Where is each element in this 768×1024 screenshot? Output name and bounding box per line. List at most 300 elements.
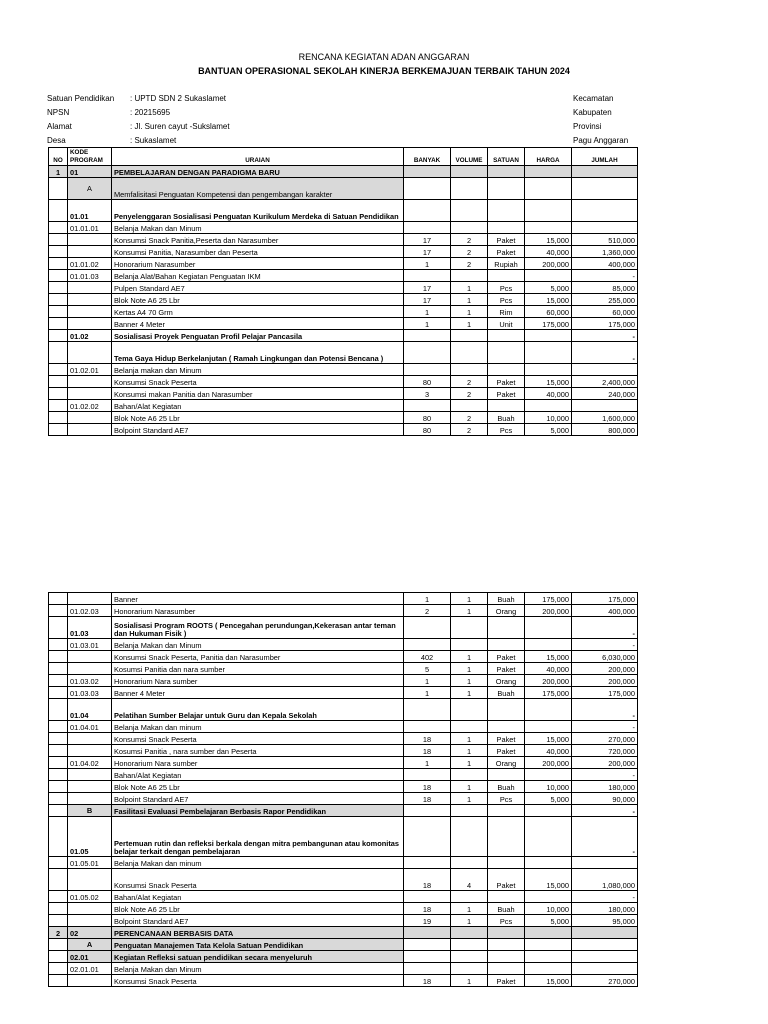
harga-cell — [525, 617, 572, 639]
satuan-cell: Buah — [488, 412, 525, 424]
no-cell — [49, 733, 68, 745]
uraian-cell: Pertemuan rutin dan refleksi berkala dengan mitra pembangunan atau komonitas belajar terkait dengan pembelajaran — [112, 817, 404, 857]
volume-cell — [451, 342, 488, 364]
banyak-cell — [404, 330, 451, 342]
banyak-cell: 18 — [404, 793, 451, 805]
volume-cell — [451, 200, 488, 222]
kode-cell — [68, 745, 112, 757]
no-cell — [49, 721, 68, 733]
jumlah-cell: - — [572, 769, 638, 781]
satuan-cell: Unit — [488, 318, 525, 330]
kode-cell — [68, 342, 112, 364]
volume-cell — [451, 178, 488, 200]
table-row — [49, 593, 638, 605]
table-row — [49, 364, 638, 376]
kode-cell: 01.03.01 — [68, 639, 112, 651]
harga-cell — [525, 951, 572, 963]
banyak-cell: 18 — [404, 745, 451, 757]
banyak-cell — [404, 805, 451, 817]
kode-cell — [68, 793, 112, 805]
banyak-cell — [404, 951, 451, 963]
no-cell — [49, 318, 68, 330]
harga-cell — [525, 330, 572, 342]
satuan-cell: Paket — [488, 663, 525, 675]
jumlah-cell: 6,030,000 — [572, 651, 638, 663]
volume-cell — [451, 330, 488, 342]
no-cell: 1 — [49, 166, 68, 178]
harga-cell: 5,000 — [525, 424, 572, 436]
uraian-cell: Belanja Makan dan Minum — [112, 639, 404, 651]
jumlah-cell: - — [572, 699, 638, 721]
satuan-cell — [488, 963, 525, 975]
volume-cell: 1 — [451, 915, 488, 927]
jumlah-cell — [572, 927, 638, 939]
uraian-cell: Bahan/Alat Kegiatan — [112, 891, 404, 903]
satuan-cell: Pcs — [488, 282, 525, 294]
banyak-cell: 19 — [404, 915, 451, 927]
jumlah-cell: 175,000 — [572, 593, 638, 605]
volume-cell — [451, 939, 488, 951]
harga-cell — [525, 857, 572, 869]
volume-cell: 1 — [451, 593, 488, 605]
harga-cell — [525, 805, 572, 817]
no-cell — [49, 687, 68, 699]
volume-cell: 1 — [451, 903, 488, 915]
uraian-cell: Banner 4 Meter — [112, 318, 404, 330]
harga-cell: 15,000 — [525, 651, 572, 663]
harga-cell — [525, 178, 572, 200]
kode-cell: 01.05.02 — [68, 891, 112, 903]
uraian-cell: Belanja Alat/Bahan Kegiatan Penguatan IKM — [112, 270, 404, 282]
no-cell — [49, 400, 68, 412]
satuan-cell: Pcs — [488, 294, 525, 306]
no-cell — [49, 330, 68, 342]
volume-cell: 1 — [451, 975, 488, 987]
harga-cell — [525, 939, 572, 951]
harga-cell: 175,000 — [525, 318, 572, 330]
uraian-cell: Penguatan Manajemen Tata Kelola Satuan Pendidikan — [112, 939, 404, 951]
no-cell — [49, 757, 68, 769]
no-cell — [49, 781, 68, 793]
kode-cell: 01 — [68, 166, 112, 178]
header-banyak: BANYAK — [404, 148, 451, 166]
banyak-cell — [404, 166, 451, 178]
table-row — [49, 769, 638, 781]
no-cell — [49, 593, 68, 605]
kode-cell — [68, 769, 112, 781]
kode-cell — [68, 915, 112, 927]
kode-cell: 01.02.01 — [68, 364, 112, 376]
uraian-cell: Honorarium Narasumber — [112, 605, 404, 617]
uraian-cell: Blok Note A6 25 Lbr — [112, 412, 404, 424]
no-cell — [49, 200, 68, 222]
satuan-cell: Paket — [488, 246, 525, 258]
satuan-cell — [488, 951, 525, 963]
no-cell — [49, 282, 68, 294]
kode-cell: 02.01.01 — [68, 963, 112, 975]
kode-cell: 01.01.03 — [68, 270, 112, 282]
kode-cell: 01.03.02 — [68, 675, 112, 687]
harga-cell — [525, 639, 572, 651]
volume-cell — [451, 891, 488, 903]
uraian-cell: PERENCANAAN BERBASIS DATA — [112, 927, 404, 939]
banyak-cell: 80 — [404, 424, 451, 436]
kode-cell — [68, 376, 112, 388]
uraian-cell: Bahan/Alat Kegiatan — [112, 400, 404, 412]
jumlah-cell — [572, 951, 638, 963]
kode-cell: 01.05 — [68, 817, 112, 857]
jumlah-cell: 1,600,000 — [572, 412, 638, 424]
uraian-cell: Bolpoint Standard AE7 — [112, 915, 404, 927]
volume-cell — [451, 857, 488, 869]
jumlah-cell: 90,000 — [572, 793, 638, 805]
jumlah-cell: - — [572, 891, 638, 903]
header-satuan: SATUAN — [488, 148, 525, 166]
harga-cell: 200,000 — [525, 757, 572, 769]
banyak-cell: 18 — [404, 903, 451, 915]
volume-cell: 2 — [451, 412, 488, 424]
satuan-cell: Orang — [488, 675, 525, 687]
kode-cell — [68, 282, 112, 294]
kode-cell: 01.01.02 — [68, 258, 112, 270]
no-cell — [49, 376, 68, 388]
document-title: RENCANA KEGIATAN ADAN ANGGARAN — [298, 52, 470, 62]
uraian-cell: Kosumsi Panitia dan nara sumber — [112, 663, 404, 675]
banyak-cell — [404, 200, 451, 222]
uraian-cell: Blok Note A6 25 Lbr — [112, 781, 404, 793]
satuan-cell: Paket — [488, 869, 525, 891]
volume-cell: 1 — [451, 793, 488, 805]
harga-cell: 200,000 — [525, 605, 572, 617]
jumlah-cell — [572, 200, 638, 222]
volume-cell: 1 — [451, 282, 488, 294]
kode-cell: B — [68, 805, 112, 817]
jumlah-cell: 200,000 — [572, 663, 638, 675]
banyak-cell: 80 — [404, 376, 451, 388]
header-volume: VOLUME — [451, 148, 488, 166]
banyak-cell: 17 — [404, 246, 451, 258]
satuan-cell: Paket — [488, 733, 525, 745]
harga-cell — [525, 963, 572, 975]
table-row — [49, 200, 638, 222]
table-row — [49, 424, 638, 436]
no-cell — [49, 915, 68, 927]
budget-table-page-1 — [48, 147, 638, 436]
volume-cell: 1 — [451, 745, 488, 757]
uraian-cell: Honorarium Nara sumber — [112, 757, 404, 769]
jumlah-cell: 400,000 — [572, 605, 638, 617]
volume-cell: 4 — [451, 869, 488, 891]
header-jumlah: JUMLAH — [572, 148, 638, 166]
banyak-cell — [404, 939, 451, 951]
no-cell — [49, 903, 68, 915]
table-row — [49, 342, 638, 364]
volume-cell: 2 — [451, 246, 488, 258]
volume-cell — [451, 927, 488, 939]
satuan-cell — [488, 769, 525, 781]
harga-cell: 10,000 — [525, 412, 572, 424]
info-label-provinsi: Provinsi — [573, 122, 602, 131]
table-row — [49, 400, 638, 412]
no-cell — [49, 617, 68, 639]
table-row — [49, 270, 638, 282]
table-row — [49, 663, 638, 675]
banyak-cell: 402 — [404, 651, 451, 663]
kode-cell — [68, 412, 112, 424]
table-row — [49, 857, 638, 869]
jumlah-cell: - — [572, 721, 638, 733]
table-row — [49, 376, 638, 388]
no-cell — [49, 412, 68, 424]
banyak-cell — [404, 857, 451, 869]
jumlah-cell: 255,000 — [572, 294, 638, 306]
harga-cell — [525, 166, 572, 178]
jumlah-cell: 270,000 — [572, 733, 638, 745]
harga-cell: 15,000 — [525, 869, 572, 891]
satuan-cell: Paket — [488, 234, 525, 246]
banyak-cell: 2 — [404, 605, 451, 617]
uraian-cell: Belanja Makan dan Minum — [112, 222, 404, 234]
satuan-cell — [488, 166, 525, 178]
banyak-cell: 1 — [404, 675, 451, 687]
document-subtitle: BANTUAN OPERASIONAL SEKOLAH KINERJA BERKEMAJUAN TERBAIK TAHUN 2024 — [198, 66, 570, 76]
harga-cell — [525, 222, 572, 234]
table-row — [49, 412, 638, 424]
banyak-cell: 1 — [404, 258, 451, 270]
jumlah-cell: 800,000 — [572, 424, 638, 436]
uraian-cell: Tema Gaya Hidup Berkelanjutan ( Ramah Lingkungan dan Potensi Bencana ) — [112, 342, 404, 364]
satuan-cell — [488, 200, 525, 222]
banyak-cell: 3 — [404, 388, 451, 400]
header-no: NO — [49, 148, 68, 166]
satuan-cell: Paket — [488, 651, 525, 663]
uraian-cell: Bahan/Alat Kegiatan — [112, 769, 404, 781]
jumlah-cell: 2,400,000 — [572, 376, 638, 388]
jumlah-cell: 1,080,000 — [572, 869, 638, 891]
table-row — [49, 294, 638, 306]
harga-cell: 5,000 — [525, 915, 572, 927]
uraian-cell: Fasilitasi Evaluasi Pembelajaran Berbasis Rapor Pendidikan — [112, 805, 404, 817]
uraian-cell: Konsumsi makan Panitia dan Narasumber — [112, 388, 404, 400]
uraian-cell: Honorarium Narasumber — [112, 258, 404, 270]
info-label-kabupaten: Kabupaten — [573, 108, 612, 117]
uraian-cell: Kegiatan Refleksi satuan pendidikan secara menyeluruh — [112, 951, 404, 963]
banyak-cell: 17 — [404, 282, 451, 294]
no-cell — [49, 342, 68, 364]
no-cell — [49, 699, 68, 721]
jumlah-cell: - — [572, 342, 638, 364]
volume-cell — [451, 721, 488, 733]
volume-cell — [451, 963, 488, 975]
kode-cell — [68, 663, 112, 675]
jumlah-cell — [572, 222, 638, 234]
banyak-cell: 1 — [404, 318, 451, 330]
volume-cell — [451, 639, 488, 651]
satuan-cell: Buah — [488, 781, 525, 793]
harga-cell — [525, 891, 572, 903]
table-row — [49, 282, 638, 294]
kode-cell: 01.04.02 — [68, 757, 112, 769]
kode-cell — [68, 781, 112, 793]
no-cell — [49, 651, 68, 663]
uraian-cell: Konsumsi Snack Peserta — [112, 376, 404, 388]
volume-cell: 2 — [451, 234, 488, 246]
banyak-cell: 18 — [404, 869, 451, 891]
table-row — [49, 963, 638, 975]
info-value-desa: : Sukaslamet — [130, 136, 177, 145]
banyak-cell: 1 — [404, 306, 451, 318]
no-cell — [49, 294, 68, 306]
jumlah-cell: - — [572, 617, 638, 639]
volume-cell — [451, 270, 488, 282]
info-label-satuan: Satuan Pendidikan — [47, 94, 115, 103]
kode-cell: 01.04.01 — [68, 721, 112, 733]
jumlah-cell — [572, 939, 638, 951]
volume-cell: 1 — [451, 306, 488, 318]
info-label-npsn: NPSN — [47, 108, 70, 117]
banyak-cell — [404, 617, 451, 639]
table-row — [49, 915, 638, 927]
banyak-cell: 1 — [404, 687, 451, 699]
satuan-cell — [488, 617, 525, 639]
table-row — [49, 687, 638, 699]
satuan-cell — [488, 699, 525, 721]
volume-cell — [451, 364, 488, 376]
volume-cell: 1 — [451, 757, 488, 769]
jumlah-cell: 270,000 — [572, 975, 638, 987]
no-cell — [49, 975, 68, 987]
uraian-cell: Blok Note A6 25 Lbr — [112, 294, 404, 306]
harga-cell — [525, 721, 572, 733]
jumlah-cell: 200,000 — [572, 757, 638, 769]
table-row — [49, 222, 638, 234]
satuan-cell: Rim — [488, 306, 525, 318]
banyak-cell — [404, 891, 451, 903]
volume-cell — [451, 222, 488, 234]
table-row — [49, 330, 638, 342]
volume-cell: 1 — [451, 651, 488, 663]
harga-cell: 40,000 — [525, 745, 572, 757]
table-row — [49, 721, 638, 733]
jumlah-cell: - — [572, 817, 638, 857]
kode-cell: 01.02.03 — [68, 605, 112, 617]
harga-cell: 5,000 — [525, 793, 572, 805]
volume-cell: 1 — [451, 663, 488, 675]
satuan-cell — [488, 400, 525, 412]
no-cell — [49, 663, 68, 675]
harga-cell — [525, 364, 572, 376]
info-label-pagu-anggaran: Pagu Anggaran — [573, 136, 629, 145]
uraian-cell: Belanja makan dan Minum — [112, 364, 404, 376]
jumlah-cell: 180,000 — [572, 903, 638, 915]
uraian-cell: Pulpen Standard AE7 — [112, 282, 404, 294]
info-label-desa: Desa — [47, 136, 66, 145]
kode-cell: 01.03.03 — [68, 687, 112, 699]
jumlah-cell: 175,000 — [572, 318, 638, 330]
harga-cell: 5,000 — [525, 282, 572, 294]
kode-cell — [68, 869, 112, 891]
jumlah-cell — [572, 963, 638, 975]
harga-cell — [525, 400, 572, 412]
table-row — [49, 781, 638, 793]
satuan-cell: Paket — [488, 745, 525, 757]
no-cell — [49, 869, 68, 891]
harga-cell: 15,000 — [525, 234, 572, 246]
banyak-cell — [404, 769, 451, 781]
jumlah-cell: - — [572, 330, 638, 342]
uraian-cell: Banner 4 Meter — [112, 687, 404, 699]
table-row — [49, 388, 638, 400]
jumlah-cell: 175,000 — [572, 687, 638, 699]
harga-cell — [525, 699, 572, 721]
jumlah-cell: 720,000 — [572, 745, 638, 757]
banyak-cell — [404, 400, 451, 412]
uraian-cell: PEMBELAJARAN DENGAN PARADIGMA BARU — [112, 166, 404, 178]
kode-cell — [68, 246, 112, 258]
uraian-cell: Sosialisasi Program ROOTS ( Pencegahan perundungan,Kekerasan antar teman dan Hukuman Fisik ) — [112, 617, 404, 639]
no-cell — [49, 817, 68, 857]
harga-cell: 200,000 — [525, 258, 572, 270]
banyak-cell — [404, 817, 451, 857]
uraian-cell: Kosumsi Panitia , nara sumber dan Peserta — [112, 745, 404, 757]
no-cell — [49, 222, 68, 234]
harga-cell — [525, 927, 572, 939]
satuan-cell: Paket — [488, 376, 525, 388]
kode-cell — [68, 975, 112, 987]
banyak-cell — [404, 699, 451, 721]
jumlah-cell: 510,000 — [572, 234, 638, 246]
table-row — [49, 306, 638, 318]
satuan-cell — [488, 639, 525, 651]
jumlah-cell — [572, 857, 638, 869]
volume-cell — [451, 400, 488, 412]
kode-cell — [68, 388, 112, 400]
banyak-cell: 17 — [404, 234, 451, 246]
header-kode: KODE PROGRAM — [68, 148, 112, 166]
table-row — [49, 651, 638, 663]
volume-cell — [451, 617, 488, 639]
table-row — [49, 733, 638, 745]
uraian-cell: Honorarium Nara sumber — [112, 675, 404, 687]
table-row — [49, 234, 638, 246]
jumlah-cell — [572, 400, 638, 412]
satuan-cell: Paket — [488, 975, 525, 987]
harga-cell: 40,000 — [525, 388, 572, 400]
satuan-cell: Buah — [488, 593, 525, 605]
jumlah-cell — [572, 166, 638, 178]
table-header-row — [49, 148, 638, 166]
kode-cell: A — [68, 939, 112, 951]
table-row — [49, 805, 638, 817]
table-row — [49, 639, 638, 651]
volume-cell: 2 — [451, 424, 488, 436]
satuan-cell: Orang — [488, 757, 525, 769]
kode-cell: 01.02 — [68, 330, 112, 342]
volume-cell: 1 — [451, 318, 488, 330]
uraian-cell: Pelatihan Sumber Belajar untuk Guru dan Kepala Sekolah — [112, 699, 404, 721]
satuan-cell: Buah — [488, 903, 525, 915]
no-cell — [49, 805, 68, 817]
volume-cell: 1 — [451, 294, 488, 306]
satuan-cell — [488, 805, 525, 817]
banyak-cell — [404, 639, 451, 651]
volume-cell — [451, 769, 488, 781]
table-row — [49, 166, 638, 178]
kode-cell: 01.04 — [68, 699, 112, 721]
table-row — [49, 891, 638, 903]
no-cell — [49, 769, 68, 781]
banyak-cell — [404, 364, 451, 376]
